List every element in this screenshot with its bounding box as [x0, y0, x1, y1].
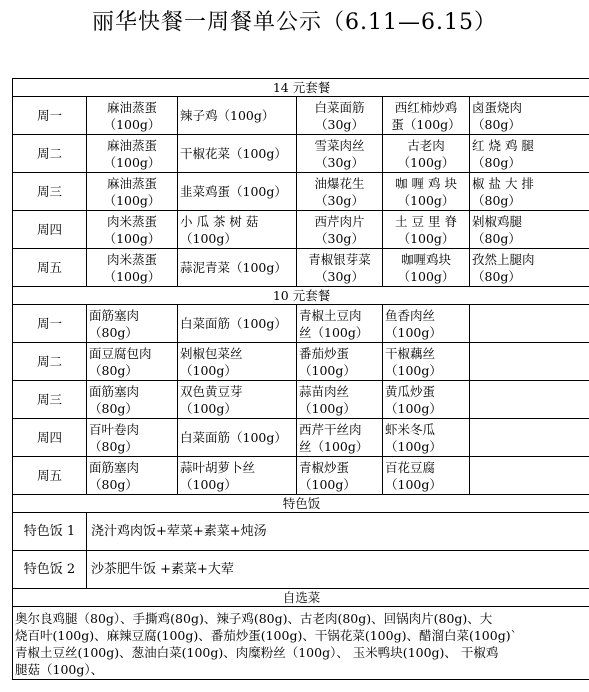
dish-cell — [297, 173, 383, 211]
dish-text: 百叶卷肉 — [89, 421, 140, 437]
dish-text: 面筋塞肉 — [89, 383, 140, 399]
dish-text: 肉米蒸蛋 — [106, 213, 157, 229]
table-row — [13, 419, 589, 457]
dish-text: 肉米蒸蛋 — [106, 251, 157, 267]
dish-text: （80g） — [472, 230, 521, 246]
dish-text: 鱼香肉丝 — [385, 307, 436, 323]
day-cell — [13, 419, 87, 457]
dish-text: 卤蛋烧肉 — [472, 99, 523, 115]
dish-text: （100g） — [385, 438, 442, 454]
dish-text: 椒 盐 大 排 — [472, 175, 534, 191]
dish-text: （30g） — [315, 192, 364, 208]
dish-text: 黄瓜炒蛋 — [385, 383, 436, 399]
dish-text: （80g） — [89, 324, 138, 340]
dish-cell — [178, 343, 297, 381]
special-row — [13, 551, 589, 589]
dish-cell — [178, 249, 297, 287]
dish-text: 油爆花生 — [314, 175, 365, 191]
day-label: 周五 — [36, 468, 62, 483]
day-cell — [13, 97, 87, 135]
dish-cell — [297, 381, 383, 419]
dish-cell — [297, 97, 383, 135]
day-label: 周一 — [36, 108, 62, 123]
empty-cell — [470, 343, 589, 381]
dish-text: （100g） — [299, 362, 356, 378]
free-choice-row — [13, 607, 589, 680]
dish-cell — [87, 173, 178, 211]
dish-text: （100g） — [397, 154, 455, 170]
table-row — [13, 381, 589, 419]
day-label: 周二 — [36, 146, 62, 161]
day-label: 周二 — [36, 354, 62, 369]
dish-text: 白菜面筋（100g） — [180, 316, 287, 331]
special-name-cell — [13, 513, 87, 551]
dish-text: 剁椒包菜丝 — [180, 345, 243, 361]
dish-text: （100g） — [299, 476, 356, 492]
table-row — [13, 135, 589, 173]
dish-text: 西红柿炒鸡 — [394, 99, 458, 115]
section-header-special — [13, 495, 589, 513]
dish-text: （80g） — [89, 438, 138, 454]
dish-text: 百花豆腐 — [385, 459, 436, 475]
day-cell — [13, 305, 87, 343]
dish-text: （100g） — [180, 230, 237, 246]
day-cell — [13, 343, 87, 381]
dish-cell — [178, 457, 297, 495]
dish-text: 辣子鸡（100g） — [180, 108, 275, 123]
dish-cell — [383, 343, 470, 381]
special-row — [13, 513, 589, 551]
free-choice-line: 腿菇（100g）、 — [15, 662, 104, 677]
dish-cell — [297, 305, 383, 343]
dish-cell — [178, 135, 297, 173]
dish-text: （100g） — [397, 192, 455, 208]
dish-text: （30g） — [315, 268, 364, 284]
dish-cell — [87, 343, 178, 381]
dish-cell — [297, 343, 383, 381]
dish-text: 蛋（100g） — [391, 116, 461, 132]
dish-text: 丝（100g） — [299, 324, 369, 340]
dish-cell — [383, 135, 470, 173]
dish-cell — [297, 211, 383, 249]
section-header-special-cell — [13, 495, 589, 513]
dish-cell — [470, 97, 589, 135]
day-cell — [13, 173, 87, 211]
dish-text: 西芹干丝肉 — [299, 421, 362, 437]
dish-cell — [383, 173, 470, 211]
dish-text: 白菜面筋 — [314, 99, 365, 115]
dish-cell — [87, 135, 178, 173]
dish-text: 麻油蒸蛋 — [106, 175, 157, 191]
dish-cell — [383, 457, 470, 495]
dish-text: 面筋塞肉 — [89, 459, 140, 475]
dish-text: 面豆腐包肉 — [89, 345, 152, 361]
dish-text: （80g） — [472, 116, 521, 132]
dish-text: 孜然上腿肉 — [472, 251, 535, 267]
special-name-cell — [13, 551, 87, 589]
dish-text: （30g） — [315, 230, 364, 246]
dish-text: 西芹肉片 — [314, 213, 365, 229]
dish-cell — [178, 305, 297, 343]
dish-cell — [87, 305, 178, 343]
free-choice-line: 烧百叶(100g)、麻辣豆腐(100g)、番茄炒蛋(100g)、干锅花菜(100g)、醋溜白菜(100g)` — [15, 628, 517, 643]
empty-cell — [470, 381, 589, 419]
dish-text: （30g） — [315, 154, 364, 170]
dish-text: 雪菜肉丝 — [314, 137, 365, 153]
day-label: 周四 — [36, 430, 62, 445]
dish-text: 小 瓜 茶 树 菇 — [180, 213, 259, 229]
special-name: 特色饭 2 — [23, 562, 76, 577]
section-header-14-cell — [13, 79, 589, 97]
dish-text: 蒜苗肉丝 — [299, 383, 350, 399]
section-header-14-label: 14 元套餐 — [272, 80, 331, 95]
day-label: 周四 — [36, 222, 62, 237]
dish-text: 青椒土豆肉 — [299, 307, 362, 323]
dish-cell — [178, 419, 297, 457]
day-cell — [13, 135, 87, 173]
day-label: 周一 — [36, 316, 62, 331]
dish-cell — [297, 249, 383, 287]
free-choice-line: 青椒土豆丝(100g)、葱油白菜(100g)、肉糜粉丝（100g）、 玉米鸭块(100g)、 干椒鸡 — [15, 645, 499, 660]
free-choice-line: 奥尔良鸡腿（80g）、手撕鸡(80g)、辣子鸡(80g)、古老肉(80g)、回锅肉片(80g)、大 — [15, 611, 493, 626]
day-cell — [13, 211, 87, 249]
dish-cell — [87, 211, 178, 249]
empty-cell — [470, 419, 589, 457]
day-label: 周三 — [36, 184, 62, 199]
table-row — [13, 343, 589, 381]
dish-text: 古老肉 — [407, 137, 445, 153]
dish-text: （100g） — [180, 476, 237, 492]
dish-text: 干椒花菜（100g） — [180, 146, 287, 161]
dish-text: 双色黄豆芽 — [180, 383, 243, 399]
dish-cell — [297, 135, 383, 173]
dish-cell — [178, 173, 297, 211]
dish-text: 虾米冬瓜 — [385, 421, 436, 437]
dish-text: （80g） — [89, 476, 138, 492]
dish-text: 丝（100g） — [299, 438, 369, 454]
page-title: 丽华快餐一周餐单公示（6.11—6.15） — [92, 10, 497, 35]
day-cell — [13, 249, 87, 287]
section-header-14 — [13, 79, 589, 97]
special-desc: 浇汁鸡肉饭+荤菜+素菜+炖汤 — [91, 524, 267, 539]
dish-cell — [383, 97, 470, 135]
dish-text: （80g） — [472, 154, 521, 170]
dish-text: 咖 喱 鸡 块 — [395, 175, 457, 191]
dish-cell — [383, 211, 470, 249]
dish-text: （100g） — [103, 116, 161, 132]
empty-cell — [470, 305, 589, 343]
dish-text: 蒜叶胡萝卜丝 — [180, 459, 256, 475]
day-cell — [13, 457, 87, 495]
table-row — [13, 211, 589, 249]
dish-text: （100g） — [103, 192, 161, 208]
dish-cell — [87, 249, 178, 287]
dish-text: 麻油蒸蛋 — [106, 99, 157, 115]
dish-text: 韭菜鸡蛋（100g） — [180, 184, 287, 199]
dish-text: （100g） — [385, 400, 442, 416]
dish-text: （100g） — [103, 230, 161, 246]
section-header-free-label: 自选菜 — [282, 590, 321, 605]
section-header-10 — [13, 287, 589, 305]
day-label: 周五 — [36, 260, 62, 275]
dish-cell — [470, 211, 589, 249]
dish-text: （100g） — [103, 154, 161, 170]
day-cell — [13, 381, 87, 419]
section-header-10-cell — [13, 287, 589, 305]
dish-cell — [87, 381, 178, 419]
dish-cell — [87, 419, 178, 457]
dish-text: （100g） — [385, 324, 442, 340]
special-name: 特色饭 1 — [23, 524, 76, 539]
section-header-special-label: 特色饭 — [282, 496, 321, 511]
dish-cell — [297, 457, 383, 495]
dish-text: 面筋塞肉 — [89, 307, 140, 323]
dish-cell — [178, 381, 297, 419]
free-choice-cell — [13, 607, 589, 680]
dish-text: 青椒炒蛋 — [299, 459, 350, 475]
dish-text: （100g） — [385, 476, 442, 492]
table-row — [13, 305, 589, 343]
dish-cell — [383, 305, 470, 343]
dish-cell — [178, 211, 297, 249]
section-header-free-cell — [13, 589, 589, 607]
dish-text: 番茄炒蛋 — [299, 345, 350, 361]
dish-cell — [383, 249, 470, 287]
dish-cell — [470, 135, 589, 173]
dish-text: 青椒银芽菜 — [308, 251, 371, 267]
special-desc: 沙茶肥牛饭 +素菜+大荤 — [91, 562, 234, 577]
table-row — [13, 97, 589, 135]
dish-text: 麻油蒸蛋 — [106, 137, 157, 153]
table-row — [13, 173, 589, 211]
dish-text: （100g） — [299, 400, 356, 416]
dish-text: 咖喱鸡块 — [400, 251, 451, 267]
day-label: 周三 — [36, 392, 62, 407]
dish-text: 白菜面筋（100g） — [180, 430, 287, 445]
dish-cell — [297, 419, 383, 457]
menu-table — [12, 78, 589, 680]
dish-text: （100g） — [397, 268, 455, 284]
special-desc-cell — [87, 551, 589, 589]
table-row — [13, 457, 589, 495]
dish-text: （100g） — [180, 400, 237, 416]
dish-text: （100g） — [385, 362, 442, 378]
dish-text: 干椒藕丝 — [385, 345, 436, 361]
dish-cell — [87, 97, 178, 135]
table-row — [13, 249, 589, 287]
dish-cell — [470, 173, 589, 211]
dish-cell — [383, 381, 470, 419]
dish-cell — [87, 457, 178, 495]
dish-text: 蒜泥青菜（100g） — [180, 260, 287, 275]
dish-text: （100g） — [180, 362, 237, 378]
dish-text: 红 烧 鸡 腿 — [472, 137, 534, 153]
special-desc-cell — [87, 513, 589, 551]
section-header-10-label: 10 元套餐 — [272, 288, 331, 303]
dish-text: （80g） — [89, 400, 138, 416]
dish-text: 剁椒鸡腿 — [472, 213, 523, 229]
dish-cell — [178, 97, 297, 135]
dish-text: （100g） — [103, 268, 161, 284]
dish-text: （80g） — [472, 192, 521, 208]
dish-text: （80g） — [472, 268, 521, 284]
empty-cell — [470, 457, 589, 495]
dish-text: （100g） — [397, 230, 455, 246]
dish-cell — [470, 249, 589, 287]
dish-text: （80g） — [89, 362, 138, 378]
section-header-free — [13, 589, 589, 607]
dish-text: 土 豆 里 脊 — [395, 213, 457, 229]
dish-cell — [383, 419, 470, 457]
dish-text: （30g） — [315, 116, 364, 132]
